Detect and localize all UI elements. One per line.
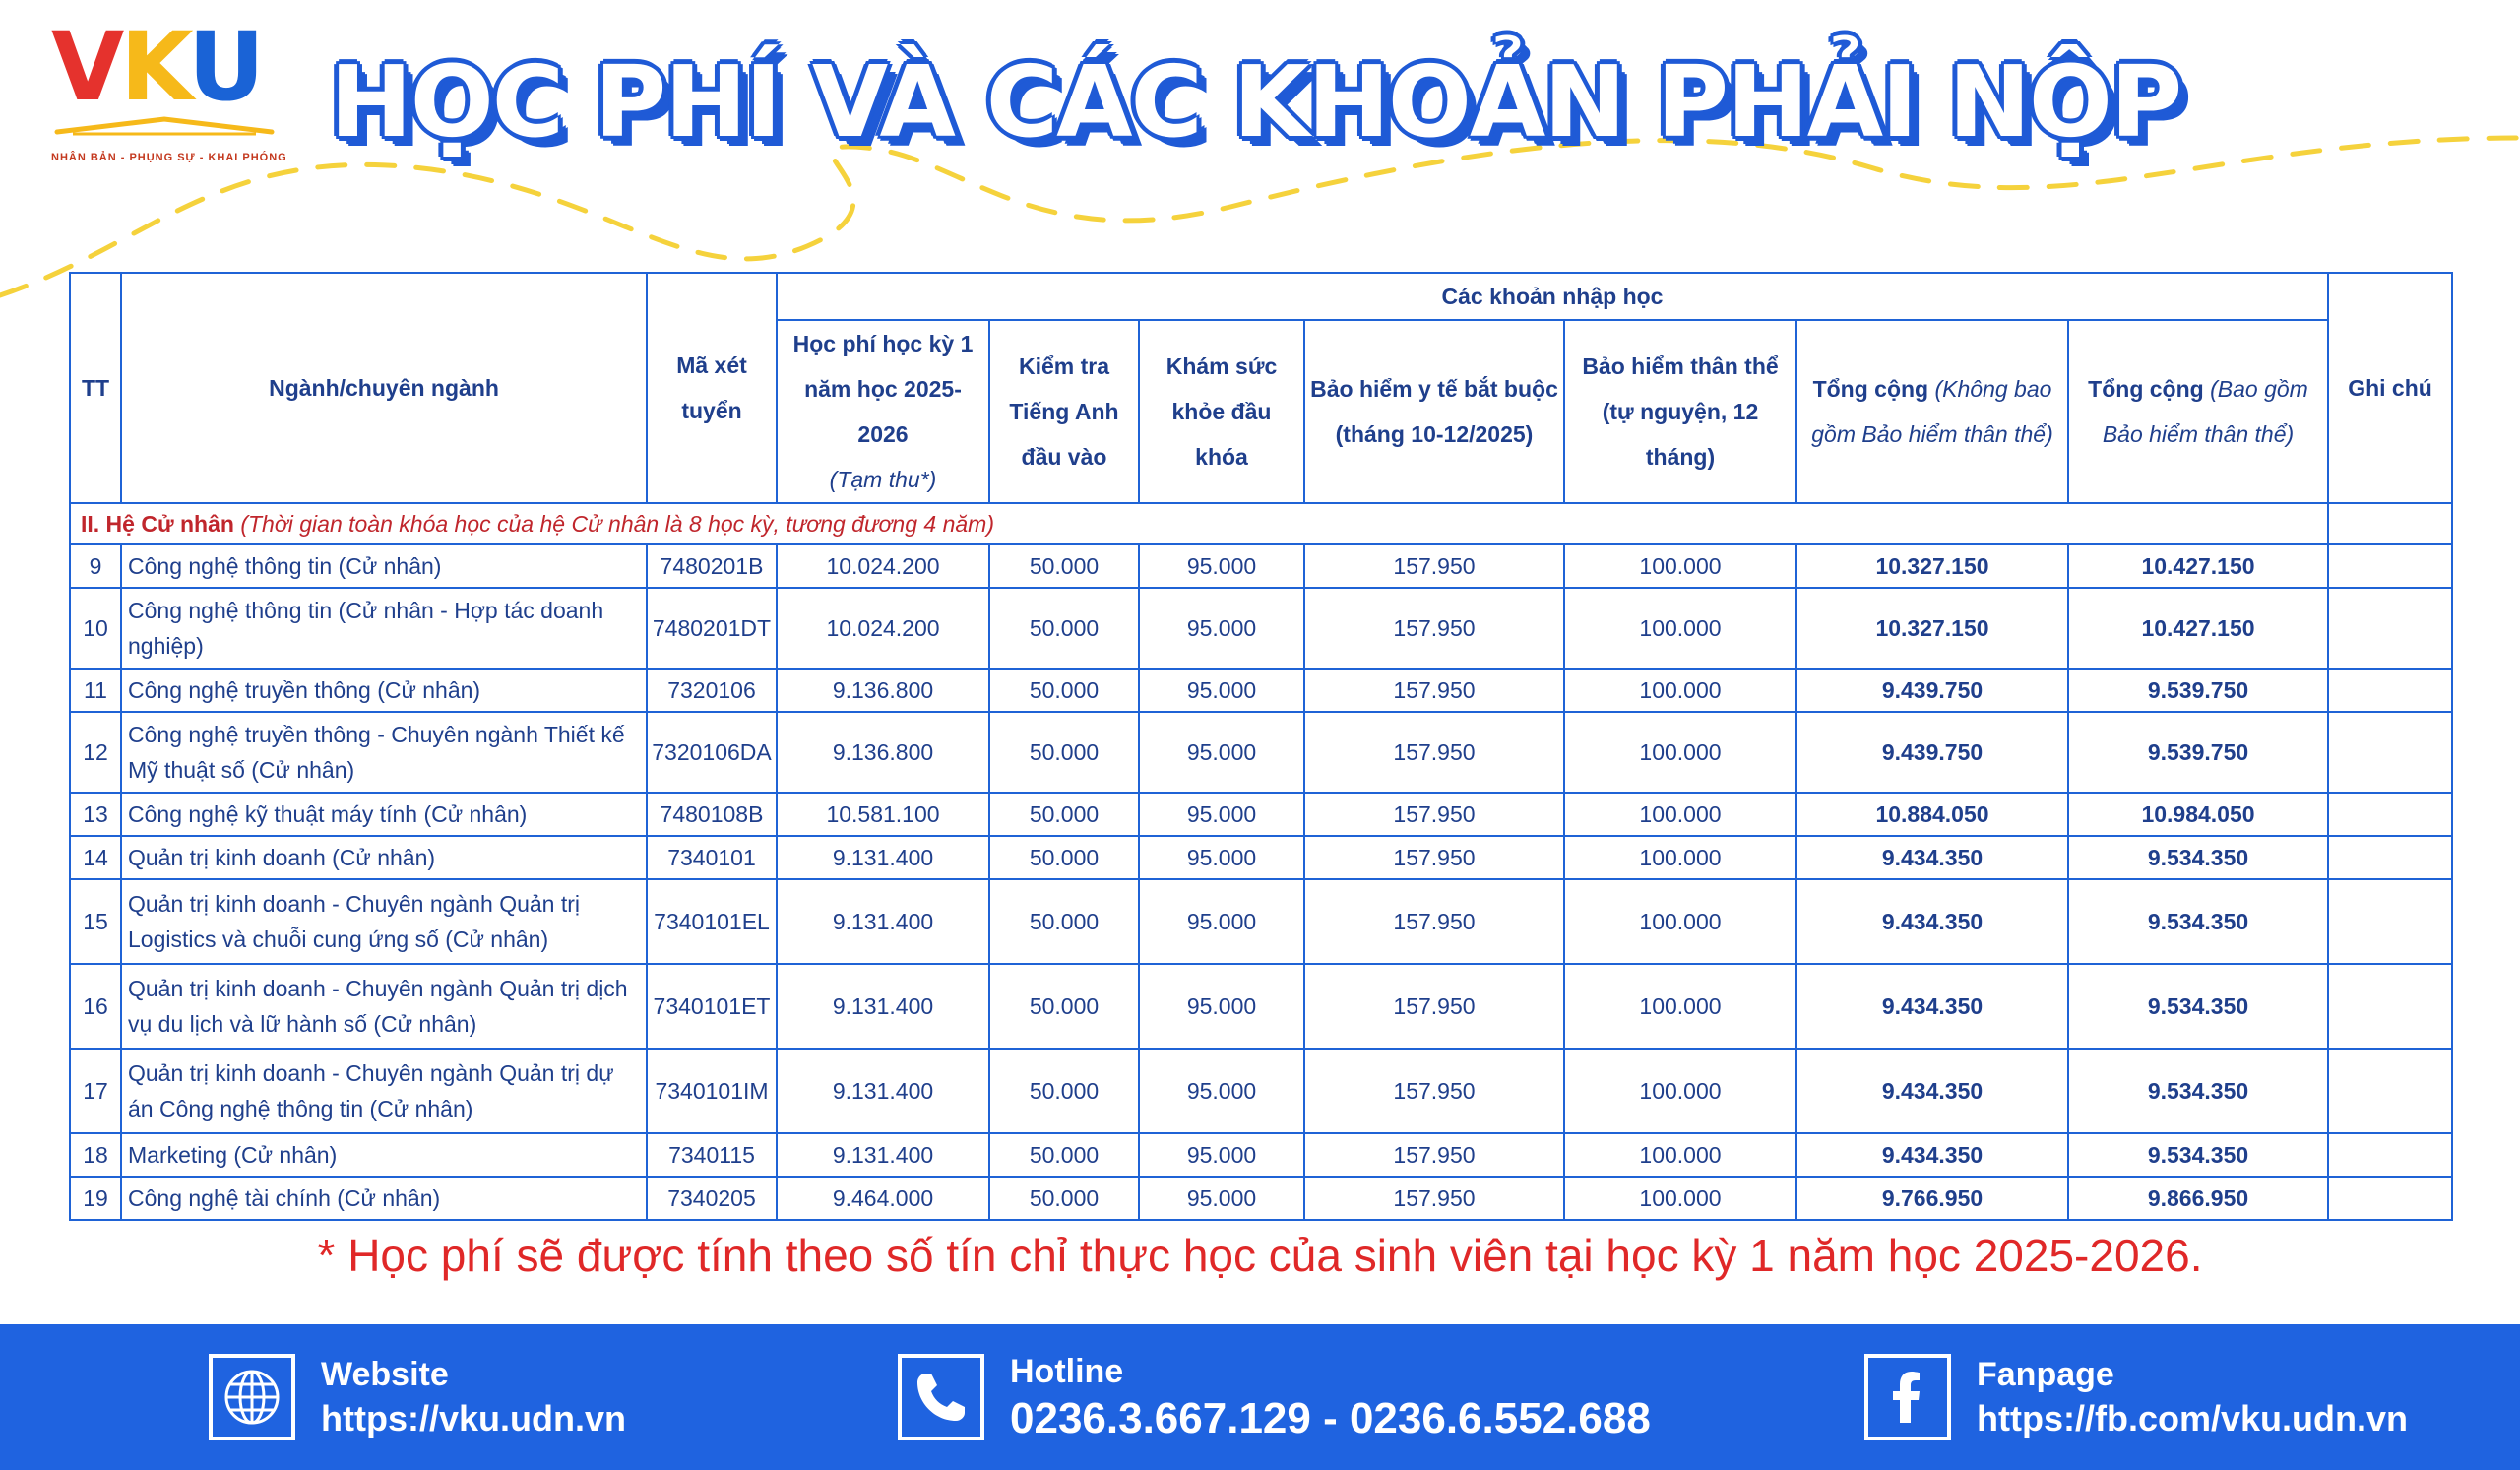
cell-health: 95.000 <box>1139 544 1304 588</box>
cell-code: 7480201B <box>647 544 777 588</box>
cell-tuition: 9.131.400 <box>777 836 989 879</box>
cell-health: 95.000 <box>1139 1049 1304 1133</box>
cell-total-excl: 10.884.050 <box>1796 793 2068 836</box>
cell-note <box>2328 588 2452 669</box>
cell-tuition: 10.581.100 <box>777 793 989 836</box>
cell-note <box>2328 1133 2452 1177</box>
table-row <box>70 669 2452 712</box>
cell-total-excl: 9.434.350 <box>1796 879 2068 964</box>
cell-body: 100.000 <box>1564 1177 1796 1220</box>
hotline-numbers[interactable]: 0236.3.667.129 - 0236.6.552.688 <box>1010 1394 1651 1442</box>
cell-total-excl: 9.434.350 <box>1796 836 2068 879</box>
header-note: Ghi chú <box>2328 273 2452 503</box>
logo-tagline: NHÂN BẢN - PHỤNG SỰ - KHAI PHÓNG <box>51 152 287 163</box>
header-tuition-note: (Tạm thu*) <box>829 467 937 492</box>
table-row <box>70 793 2452 836</box>
cell-tt: 19 <box>70 1177 121 1220</box>
cell-tt: 16 <box>70 964 121 1049</box>
website-label: Website <box>321 1356 449 1393</box>
cell-total-incl: 10.984.050 <box>2068 793 2328 836</box>
cell-medical: 157.950 <box>1304 669 1564 712</box>
cell-major: Quản trị kinh doanh (Cử nhân) <box>121 836 647 879</box>
header-tuition <box>777 320 989 503</box>
header-major: Ngành/chuyên ngành <box>121 273 647 503</box>
website-link[interactable]: https://vku.udn.vn <box>321 1398 626 1438</box>
cell-note <box>2328 836 2452 879</box>
cell-body: 100.000 <box>1564 712 1796 793</box>
cell-medical: 157.950 <box>1304 588 1564 669</box>
cell-code: 7320106DA <box>647 712 777 793</box>
cell-note <box>2328 712 2452 793</box>
cell-total-excl: 9.434.350 <box>1796 964 2068 1049</box>
table-row <box>70 712 2452 793</box>
table-row <box>70 1133 2452 1177</box>
cell-medical: 157.950 <box>1304 836 1564 879</box>
cell-major: Công nghệ tài chính (Cử nhân) <box>121 1177 647 1220</box>
cell-body: 100.000 <box>1564 836 1796 879</box>
header-total-incl-label: Tổng cộng <box>2088 376 2204 402</box>
cell-tt: 18 <box>70 1133 121 1177</box>
cell-total-incl: 10.427.150 <box>2068 588 2328 669</box>
cell-major: Công nghệ kỹ thuật máy tính (Cử nhân) <box>121 793 647 836</box>
cell-total-excl: 10.327.150 <box>1796 544 2068 588</box>
cell-body: 100.000 <box>1564 1133 1796 1177</box>
cell-medical: 157.950 <box>1304 964 1564 1049</box>
footer-website[interactable] <box>209 1346 626 1448</box>
header-total-excl <box>1796 320 2068 503</box>
table-row <box>70 1049 2452 1133</box>
section-note: (Thời gian toàn khóa học của hệ Cử nhân là 8 học kỳ, tương đương 4 năm) <box>240 511 994 537</box>
cell-english: 50.000 <box>989 879 1139 964</box>
cell-code: 7340101ET <box>647 964 777 1049</box>
header-body <box>1564 320 1796 503</box>
cell-total-excl: 9.766.950 <box>1796 1177 2068 1220</box>
cell-total-excl: 9.434.350 <box>1796 1133 2068 1177</box>
logo-letter-u: U <box>188 12 261 122</box>
cell-tt: 10 <box>70 588 121 669</box>
cell-total-excl: 9.434.350 <box>1796 1049 2068 1133</box>
cell-note <box>2328 544 2452 588</box>
cell-code: 7480201DT <box>647 588 777 669</box>
cell-code: 7340101EL <box>647 879 777 964</box>
cell-english: 50.000 <box>989 1049 1139 1133</box>
tuition-footnote: * Học phí sẽ được tính theo số tín chỉ thực học của sinh viên tại học kỳ 1 năm học 2025-2026. <box>317 1230 2203 1281</box>
section-row <box>70 503 2452 544</box>
cell-medical: 157.950 <box>1304 1049 1564 1133</box>
cell-english: 50.000 <box>989 964 1139 1049</box>
logo-wordmark <box>51 12 261 122</box>
vku-logo <box>51 12 287 165</box>
cell-major: Quản trị kinh doanh - Chuyên ngành Quản trị dịch vụ du lịch và lữ hành số (Cử nhân) <box>121 964 647 1049</box>
cell-health: 95.000 <box>1139 836 1304 879</box>
cell-major: Công nghệ thông tin (Cử nhân - Hợp tác doanh nghiệp) <box>121 588 647 669</box>
cell-tt: 9 <box>70 544 121 588</box>
phone-icon <box>898 1354 984 1440</box>
header-total-excl-label: Tổng cộng <box>1812 376 1929 402</box>
page-title: HỌC PHÍ VÀ CÁC KHOẢN PHẢI NỘP <box>330 44 2181 160</box>
cell-english: 50.000 <box>989 836 1139 879</box>
cell-medical: 157.950 <box>1304 879 1564 964</box>
cell-total-incl: 9.534.350 <box>2068 964 2328 1049</box>
header-tt: TT <box>70 273 121 503</box>
header-tuition-line1: Học phí học kỳ 1 <box>792 331 974 356</box>
cell-health: 95.000 <box>1139 1177 1304 1220</box>
cell-major: Công nghệ truyền thông - Chuyên ngành Thiết kế Mỹ thuật số (Cử nhân) <box>121 712 647 793</box>
header-medical-line2: (tháng 10-12/2025) <box>1335 421 1534 447</box>
cell-tt: 15 <box>70 879 121 964</box>
logo-letter-k: K <box>120 12 188 122</box>
table-row <box>70 588 2452 669</box>
cell-medical: 157.950 <box>1304 1133 1564 1177</box>
header-total-excl-note: (Không bao gồm Bảo hiểm thân thể) <box>1811 376 2053 447</box>
cell-body: 100.000 <box>1564 793 1796 836</box>
cell-tt: 17 <box>70 1049 121 1133</box>
hotline-label: Hotline <box>1010 1353 1124 1390</box>
cell-english: 50.000 <box>989 1177 1139 1220</box>
cell-total-incl: 9.534.350 <box>2068 836 2328 879</box>
cell-health: 95.000 <box>1139 588 1304 669</box>
cell-note <box>2328 879 2452 964</box>
footer-bar <box>0 1324 2520 1470</box>
cell-english: 50.000 <box>989 544 1139 588</box>
cell-major: Quản trị kinh doanh - Chuyên ngành Quản trị dự án Công nghệ thông tin (Cử nhân) <box>121 1049 647 1133</box>
facebook-icon <box>1864 1354 1951 1440</box>
cell-total-incl: 9.534.350 <box>2068 1049 2328 1133</box>
cell-note <box>2328 1049 2452 1133</box>
cell-note <box>2328 793 2452 836</box>
cell-code: 7340205 <box>647 1177 777 1220</box>
cell-english: 50.000 <box>989 793 1139 836</box>
cell-body: 100.000 <box>1564 588 1796 669</box>
cell-medical: 157.950 <box>1304 1177 1564 1220</box>
cell-note <box>2328 964 2452 1049</box>
cell-health: 95.000 <box>1139 712 1304 793</box>
header-body-line1: Bảo hiểm thân thể <box>1582 353 1779 379</box>
table-row <box>70 964 2452 1049</box>
cell-medical: 157.950 <box>1304 793 1564 836</box>
cell-total-incl: 9.534.350 <box>2068 1133 2328 1177</box>
cell-tuition: 10.024.200 <box>777 588 989 669</box>
cell-major: Công nghệ truyền thông (Cử nhân) <box>121 669 647 712</box>
cell-total-incl: 9.539.750 <box>2068 669 2328 712</box>
cell-tuition: 9.131.400 <box>777 964 989 1049</box>
cell-tuition: 9.131.400 <box>777 1049 989 1133</box>
cell-health: 95.000 <box>1139 879 1304 964</box>
cell-total-excl: 10.327.150 <box>1796 588 2068 669</box>
cell-english: 50.000 <box>989 669 1139 712</box>
header-medical-line1: Bảo hiểm y tế bắt buộc <box>1310 376 1558 402</box>
header-code: Mã xét tuyển <box>647 273 777 503</box>
cell-code: 7480108B <box>647 793 777 836</box>
cell-total-incl: 9.534.350 <box>2068 879 2328 964</box>
table-row <box>70 879 2452 964</box>
section-note-cell <box>2328 503 2452 544</box>
header-total-incl <box>2068 320 2328 503</box>
cell-total-incl: 9.866.950 <box>2068 1177 2328 1220</box>
header-group: Các khoản nhập học <box>777 273 2328 320</box>
cell-note <box>2328 669 2452 712</box>
cell-tuition: 9.136.800 <box>777 669 989 712</box>
globe-icon <box>209 1354 295 1440</box>
header-tuition-line2: năm học 2025-2026 <box>804 376 962 447</box>
footer-fanpage[interactable] <box>1864 1346 2408 1448</box>
cell-english: 50.000 <box>989 1133 1139 1177</box>
table-row <box>70 544 2452 588</box>
cell-major: Công nghệ thông tin (Cử nhân) <box>121 544 647 588</box>
cell-tuition: 9.131.400 <box>777 879 989 964</box>
cell-body: 100.000 <box>1564 669 1796 712</box>
cell-total-incl: 9.539.750 <box>2068 712 2328 793</box>
cell-total-incl: 10.427.150 <box>2068 544 2328 588</box>
cell-health: 95.000 <box>1139 669 1304 712</box>
cell-total-excl: 9.439.750 <box>1796 669 2068 712</box>
section-cell <box>70 503 2328 544</box>
cell-body: 100.000 <box>1564 964 1796 1049</box>
header-english: Kiểm tra Tiếng Anh đầu vào <box>989 320 1139 503</box>
tuition-table <box>69 272 2453 1221</box>
cell-tuition: 9.131.400 <box>777 1133 989 1177</box>
cell-english: 50.000 <box>989 588 1139 669</box>
cell-tt: 14 <box>70 836 121 879</box>
header-total-incl-note: (Bao gồm Bảo hiểm thân thể) <box>2102 376 2308 447</box>
cell-major: Quản trị kinh doanh - Chuyên ngành Quản trị Logistics và chuỗi cung ứng số (Cử nhân) <box>121 879 647 964</box>
cell-code: 7340115 <box>647 1133 777 1177</box>
cell-body: 100.000 <box>1564 879 1796 964</box>
cell-tuition: 10.024.200 <box>777 544 989 588</box>
logo-letter-v: V <box>51 12 121 122</box>
cell-medical: 157.950 <box>1304 544 1564 588</box>
cell-health: 95.000 <box>1139 793 1304 836</box>
cell-tt: 12 <box>70 712 121 793</box>
cell-code: 7340101IM <box>647 1049 777 1133</box>
logo-roof-icon <box>53 116 276 136</box>
cell-total-excl: 9.439.750 <box>1796 712 2068 793</box>
footer-hotline[interactable] <box>898 1346 1651 1448</box>
cell-major: Marketing (Cử nhân) <box>121 1133 647 1177</box>
table-row <box>70 1177 2452 1220</box>
cell-tuition: 9.136.800 <box>777 712 989 793</box>
fanpage-label: Fanpage <box>1977 1356 2114 1393</box>
cell-body: 100.000 <box>1564 544 1796 588</box>
cell-health: 95.000 <box>1139 1133 1304 1177</box>
cell-english: 50.000 <box>989 712 1139 793</box>
cell-tt: 11 <box>70 669 121 712</box>
fanpage-link[interactable]: https://fb.com/vku.udn.vn <box>1977 1398 2408 1438</box>
table-row <box>70 836 2452 879</box>
header-medical <box>1304 320 1564 503</box>
cell-note <box>2328 1177 2452 1220</box>
header-health: Khám sức khỏe đầu khóa <box>1139 320 1304 503</box>
cell-code: 7340101 <box>647 836 777 879</box>
cell-tt: 13 <box>70 793 121 836</box>
cell-health: 95.000 <box>1139 964 1304 1049</box>
cell-code: 7320106 <box>647 669 777 712</box>
cell-tuition: 9.464.000 <box>777 1177 989 1220</box>
cell-body: 100.000 <box>1564 1049 1796 1133</box>
header-body-line2: (tự nguyện, 12 tháng) <box>1602 399 1759 470</box>
cell-medical: 157.950 <box>1304 712 1564 793</box>
section-title: II. Hệ Cử nhân <box>81 511 234 537</box>
